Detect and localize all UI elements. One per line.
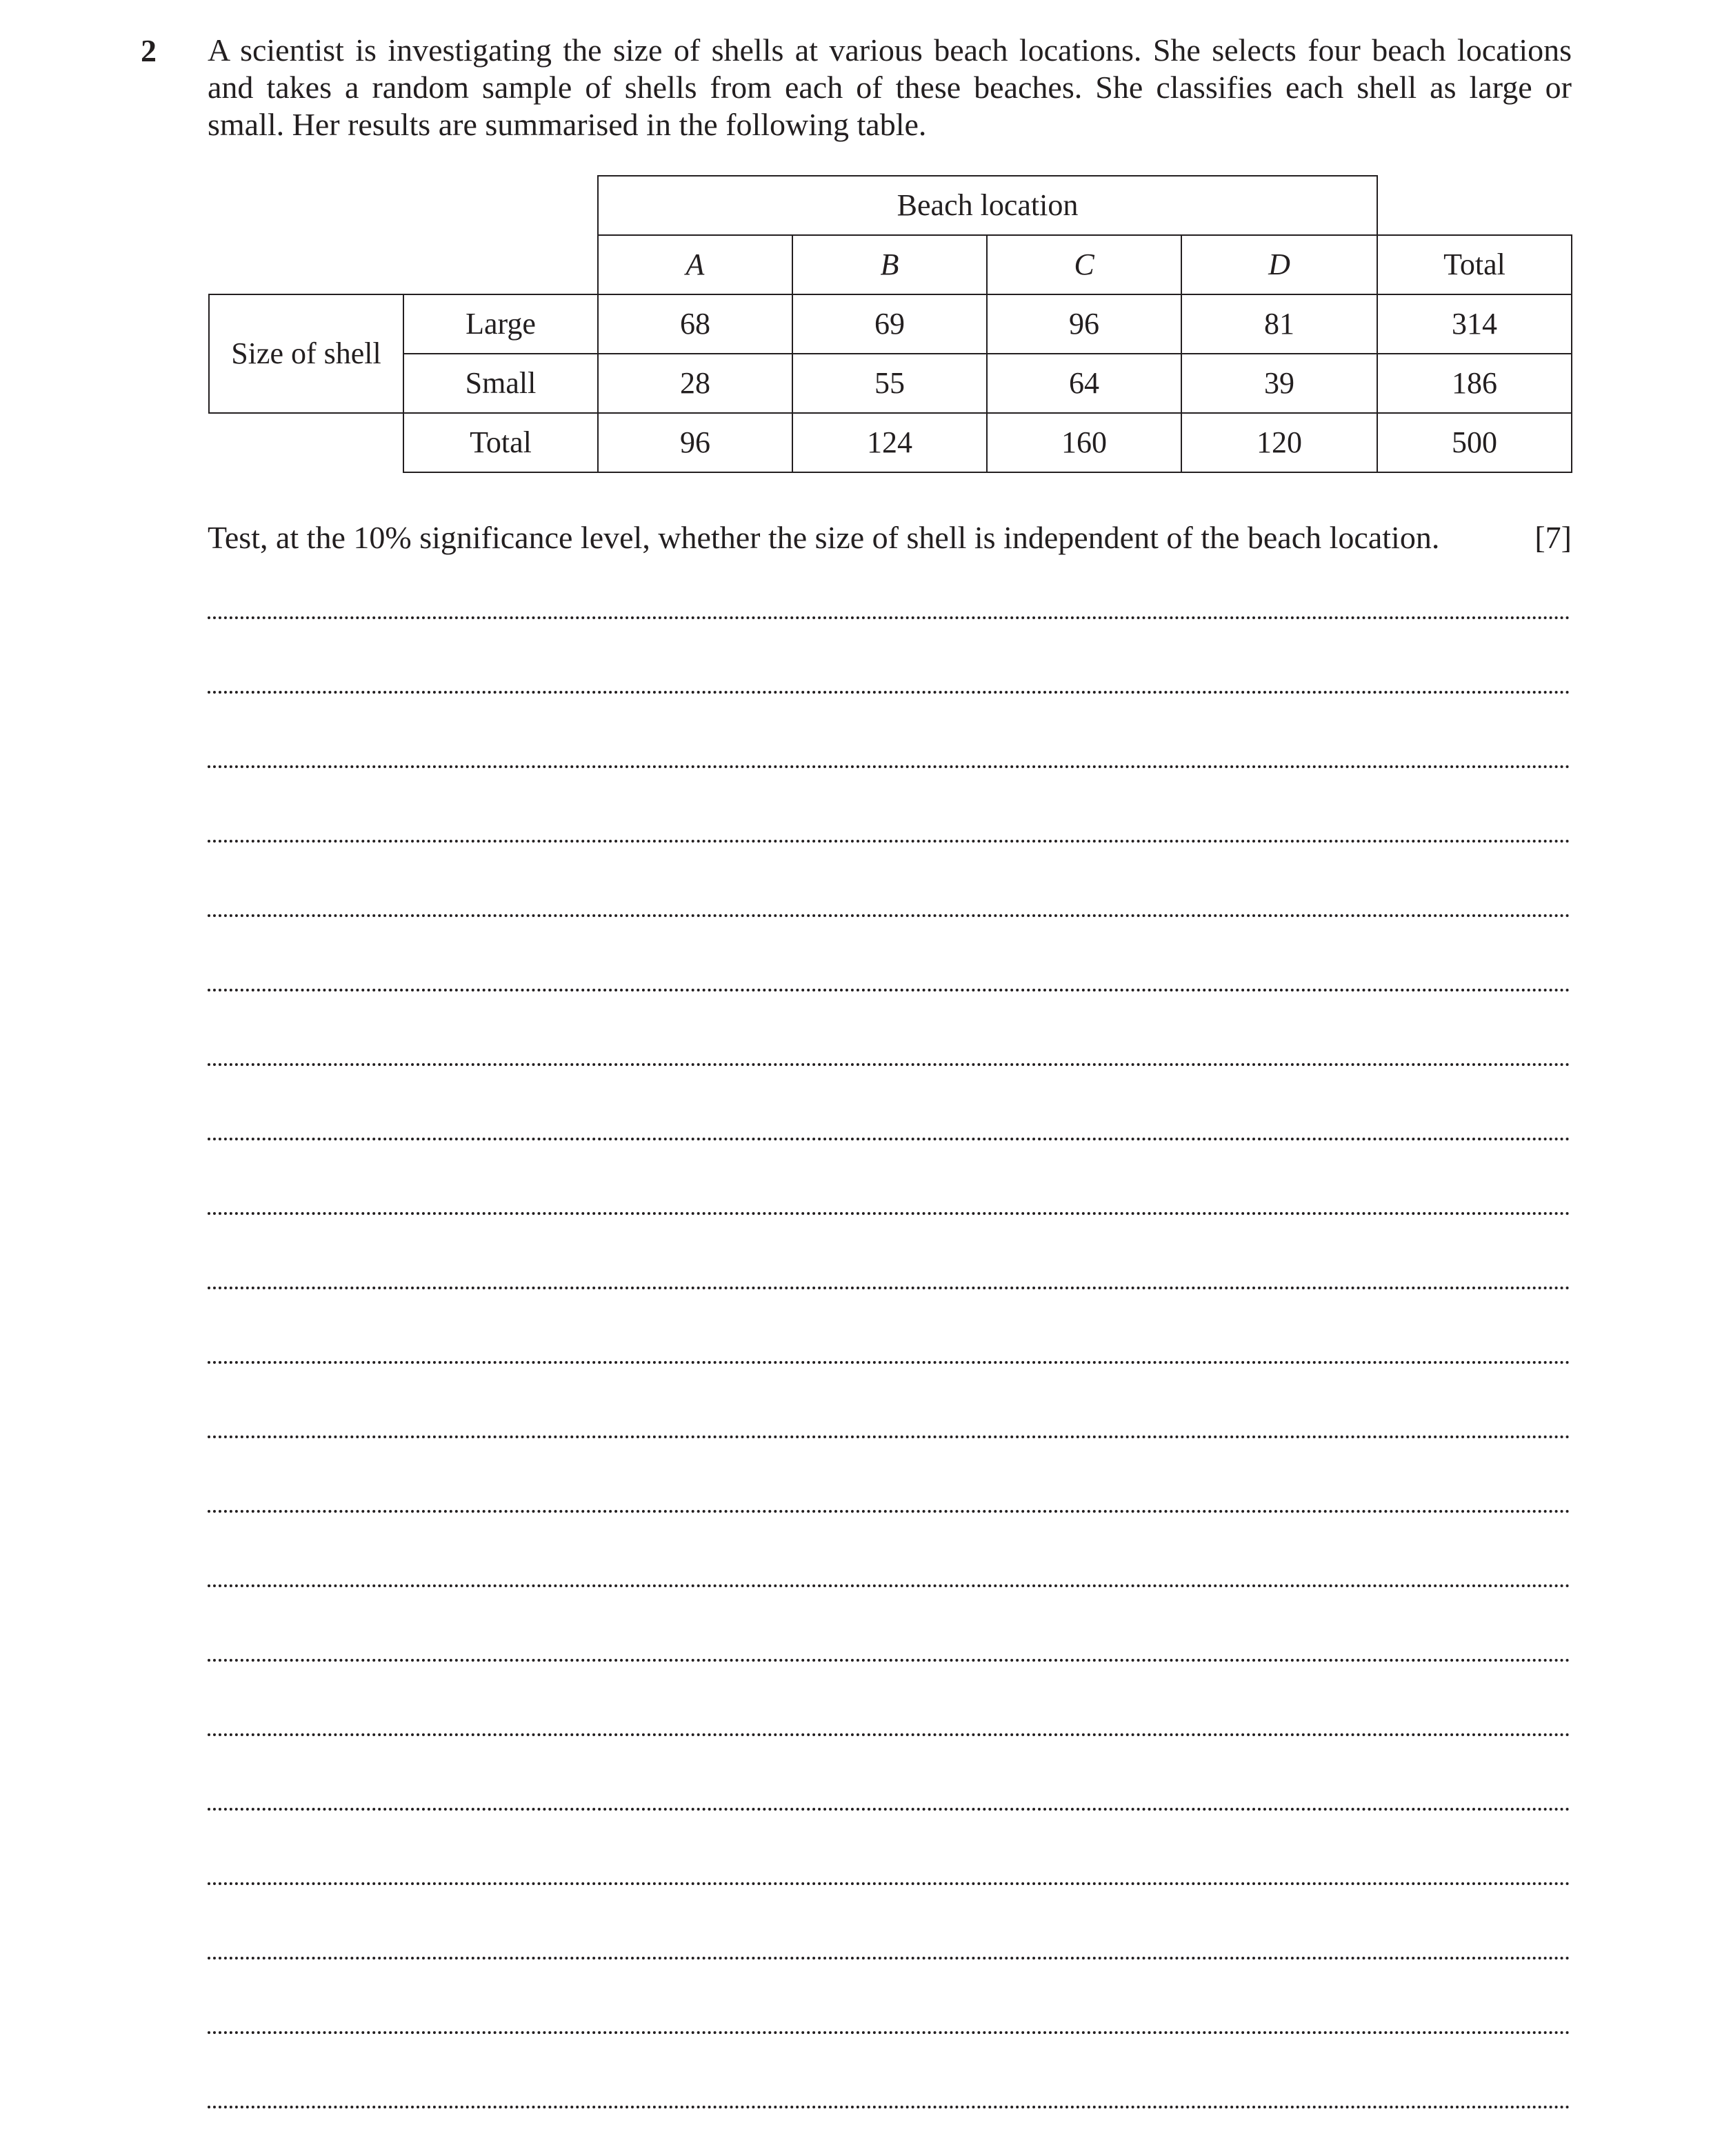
answer-line[interactable] xyxy=(208,616,1570,619)
answer-line[interactable] xyxy=(208,765,1570,768)
answer-line[interactable] xyxy=(208,1808,1570,1811)
answer-line[interactable] xyxy=(208,840,1570,843)
answer-line[interactable] xyxy=(208,1361,1570,1364)
row-group-header: Size of shell xyxy=(208,294,404,414)
table-cell: 28 xyxy=(597,353,793,414)
column-group-header: Beach location xyxy=(597,175,1378,236)
question-number: 2 xyxy=(141,33,157,68)
column-header-c: C xyxy=(986,234,1182,295)
answer-line[interactable] xyxy=(208,989,1570,991)
column-header-d: D xyxy=(1181,234,1378,295)
table-cell: 96 xyxy=(597,412,793,473)
table-cell: 120 xyxy=(1181,412,1378,473)
answer-line[interactable] xyxy=(208,691,1570,694)
row-label-large: Large xyxy=(403,294,599,354)
column-header-a: A xyxy=(597,234,793,295)
table-cell: 81 xyxy=(1181,294,1378,354)
table-cell: 69 xyxy=(792,294,988,354)
stem-line: and takes a random sample of shells from each of these beaches. She classifies each shell as large or xyxy=(208,70,1572,105)
answer-line[interactable] xyxy=(208,1659,1570,1662)
answer-line[interactable] xyxy=(208,914,1570,917)
marks-allocation: [7] xyxy=(1534,520,1572,555)
column-header-b: B xyxy=(792,234,988,295)
row-total-small: 186 xyxy=(1377,353,1572,414)
row-label-total: Total xyxy=(403,412,599,473)
table-cell: 55 xyxy=(792,353,988,414)
table-cell: 39 xyxy=(1181,353,1378,414)
answer-line[interactable] xyxy=(208,1435,1570,1438)
answer-line[interactable] xyxy=(208,1882,1570,1885)
answer-line[interactable] xyxy=(208,2031,1570,2034)
row-label-small: Small xyxy=(403,353,599,414)
column-header-total: Total xyxy=(1377,234,1572,295)
answer-line[interactable] xyxy=(208,1957,1570,1959)
row-total-large: 314 xyxy=(1377,294,1572,354)
stem-line: small. Her results are summarised in the following table. xyxy=(208,107,927,142)
answer-line[interactable] xyxy=(208,1510,1570,1513)
question-task: Test, at the 10% significance level, whether the size of shell is independent of the beach location. xyxy=(208,520,1440,555)
contingency-table xyxy=(0,0,1711,483)
answer-line[interactable] xyxy=(208,1138,1570,1140)
table-cell: 68 xyxy=(597,294,793,354)
answer-line[interactable] xyxy=(208,1584,1570,1587)
answer-line[interactable] xyxy=(208,1287,1570,1289)
answer-line[interactable] xyxy=(208,1212,1570,1215)
grand-total: 500 xyxy=(1377,412,1572,473)
table-cell: 160 xyxy=(986,412,1182,473)
table-cell: 124 xyxy=(792,412,988,473)
answer-line[interactable] xyxy=(208,2106,1570,2108)
answer-line[interactable] xyxy=(208,1733,1570,1736)
table-cell: 64 xyxy=(986,353,1182,414)
answer-line[interactable] xyxy=(208,1063,1570,1066)
stem-line: A scientist is investigating the size of shells at various beach locations. She selects four beach locations xyxy=(208,32,1572,68)
table-cell: 96 xyxy=(986,294,1182,354)
